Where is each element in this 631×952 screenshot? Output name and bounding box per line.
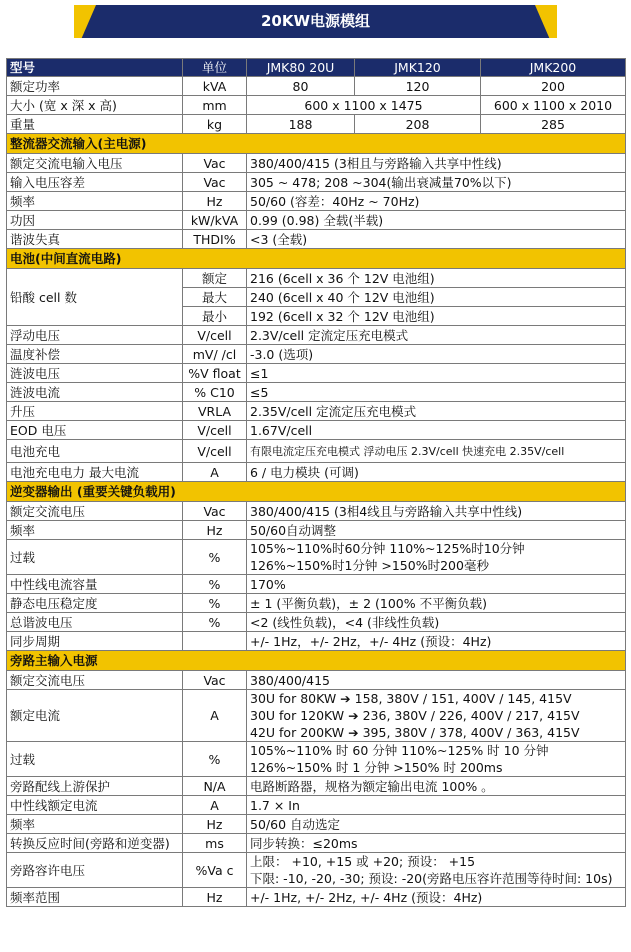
section-header-bypass <box>7 651 626 671</box>
row-label: 电池充电电力 最大电流 <box>7 463 183 482</box>
row-unit: Hz <box>183 815 247 834</box>
row-label: 重量 <box>7 115 183 134</box>
row-unit: %V float <box>183 364 247 383</box>
table-row <box>7 421 626 440</box>
row-unit: mV/ /cl <box>183 345 247 364</box>
row-unit: Vac <box>183 173 247 192</box>
row-unit: %Va c <box>183 853 247 888</box>
row-value: ≤5 <box>247 383 626 402</box>
row-label: 总谐波电压 <box>7 613 183 632</box>
section-title: 整流器交流输入(主电源) <box>7 134 626 154</box>
row-value: 有限电流定压充电模式 浮动电压 2.3V/cell 快速充电 2.35V/cell <box>247 440 626 463</box>
row-label: 涟波电流 <box>7 383 183 402</box>
section-title: 旁路主输入电源 <box>7 651 626 671</box>
row-value: 电路断路器，规格为额定输出电流 100% 。 <box>247 777 626 796</box>
value-line: 126%~150% 时 1 分钟 >150% 时 200ms <box>250 760 503 775</box>
row-value: +/- 1Hz, +/- 2Hz, +/- 4Hz (预设：4Hz) <box>247 888 626 907</box>
row-unit: N/A <box>183 777 247 796</box>
value-line: 30U for 80KW ➔ 158, 380V / 151, 400V / 145, 415V <box>250 691 572 706</box>
row-sublabel: 最小 <box>183 307 247 326</box>
header-unit: 单位 <box>183 59 247 77</box>
row-label: 频率范围 <box>7 888 183 907</box>
row-value <box>247 540 626 575</box>
value-line: 105%~110% 时 60 分钟 110%~125% 时 10 分钟 <box>250 743 549 758</box>
row-unit: A <box>183 463 247 482</box>
row-value <box>247 690 626 742</box>
row-unit: % C10 <box>183 383 247 402</box>
table-row <box>7 575 626 594</box>
row-label: 额定交流电输入电压 <box>7 154 183 173</box>
table-row <box>7 613 626 632</box>
row-unit: Hz <box>183 888 247 907</box>
row-value: 380/400/415 (3相4线且与旁路输入共享中性线) <box>247 502 626 521</box>
value-line: 上限： +10, +15 或 +20; 预设： +15 <box>250 854 476 869</box>
row-label: 过载 <box>7 742 183 777</box>
table-row <box>7 77 626 96</box>
table-row <box>7 96 626 115</box>
row-value: 50/60自动调整 <box>247 521 626 540</box>
row-value: 170% <box>247 575 626 594</box>
row-value: 50/60 自动选定 <box>247 815 626 834</box>
table-row <box>7 463 626 482</box>
cell-value: 208 <box>355 115 481 134</box>
table-row <box>7 671 626 690</box>
table-row <box>7 154 626 173</box>
table-row <box>7 326 626 345</box>
row-label: 涟波电压 <box>7 364 183 383</box>
page-title: 20KW电源模组 <box>260 12 371 30</box>
row-unit: kW/kVA <box>183 211 247 230</box>
row-value: 6 / 电力模块 (可调) <box>247 463 626 482</box>
table-row <box>7 777 626 796</box>
row-value: -3.0 (选项) <box>247 345 626 364</box>
value-line: 下限: -10, -20, -30; 预设: -20(旁路电压容许范围等待时间: 10s) <box>250 871 613 886</box>
row-label: 中性线电流容量 <box>7 575 183 594</box>
row-label: 额定交流电压 <box>7 671 183 690</box>
table-row <box>7 632 626 651</box>
table-row <box>7 230 626 249</box>
cell-value: 200 <box>481 77 626 96</box>
table-row <box>7 521 626 540</box>
row-unit: Vac <box>183 502 247 521</box>
table-row <box>7 115 626 134</box>
table-row <box>7 192 626 211</box>
row-label: 大小 (宽 x 深 x 高) <box>7 96 183 115</box>
row-value: 240 (6cell x 40 个 12V 电池组) <box>247 288 626 307</box>
table-row <box>7 690 626 742</box>
row-value: 同步转换：≤20ms <box>247 834 626 853</box>
row-value: ± 1 (平衡负载)，± 2 (100% 不平衡负载) <box>247 594 626 613</box>
row-label: 输入电压容差 <box>7 173 183 192</box>
value-line: 126%~150%时1分钟 >150%时200毫秒 <box>250 558 489 573</box>
cell-value: 120 <box>355 77 481 96</box>
header-jmk120: JMK120 <box>355 59 481 77</box>
table-row <box>7 345 626 364</box>
row-unit: Vac <box>183 154 247 173</box>
row-unit: kVA <box>183 77 247 96</box>
row-label: 频率 <box>7 815 183 834</box>
header-jmk80: JMK80 20U <box>247 59 355 77</box>
row-label: 铅酸 cell 数 <box>7 269 183 326</box>
table-row <box>7 796 626 815</box>
row-label: 中性线额定电流 <box>7 796 183 815</box>
row-unit: % <box>183 540 247 575</box>
row-value: 380/400/415 (3相且与旁路输入共享中性线) <box>247 154 626 173</box>
value-line: 42U for 200KW ➔ 395, 380V / 378, 400V / 363, 415V <box>250 725 580 740</box>
table-row <box>7 211 626 230</box>
table-row <box>7 540 626 575</box>
section-title: 电池(中间直流电路) <box>7 249 626 269</box>
section-header-battery <box>7 249 626 269</box>
row-label: 额定交流电压 <box>7 502 183 521</box>
section-title: 逆变器输出 (重要关键负载用) <box>7 482 626 502</box>
row-value: 1.7 × In <box>247 796 626 815</box>
table-row <box>7 269 626 288</box>
row-label: 转换反应时间(旁路和逆变器) <box>7 834 183 853</box>
row-value: 0.99 (0.98) 全载(半载) <box>247 211 626 230</box>
value-line: 30U for 120KW ➔ 236, 380V / 226, 400V / 217, 415V <box>250 708 580 723</box>
table-row <box>7 853 626 888</box>
row-label: 浮动电压 <box>7 326 183 345</box>
row-unit: A <box>183 690 247 742</box>
cell-value: 600 x 1100 x 1475 <box>247 96 481 115</box>
row-unit: V/cell <box>183 440 247 463</box>
table-row <box>7 594 626 613</box>
table-row <box>7 742 626 777</box>
title-bar <box>0 5 631 38</box>
row-value: ≤1 <box>247 364 626 383</box>
cell-value: 600 x 1100 x 2010 <box>481 96 626 115</box>
table-row <box>7 834 626 853</box>
table-row <box>7 888 626 907</box>
table-row <box>7 440 626 463</box>
row-value: 50/60 (容差：40Hz ~ 70Hz) <box>247 192 626 211</box>
row-unit: % <box>183 613 247 632</box>
row-label: 旁路配线上游保护 <box>7 777 183 796</box>
row-value: <3 (全载) <box>247 230 626 249</box>
row-value <box>247 742 626 777</box>
row-unit: A <box>183 796 247 815</box>
cell-value: 188 <box>247 115 355 134</box>
row-label: 功因 <box>7 211 183 230</box>
row-value <box>247 853 626 888</box>
row-unit: V/cell <box>183 326 247 345</box>
row-sublabel: 额定 <box>183 269 247 288</box>
row-unit: Hz <box>183 521 247 540</box>
section-header-rectifier <box>7 134 626 154</box>
header-jmk200: JMK200 <box>481 59 626 77</box>
table-row <box>7 173 626 192</box>
row-unit: VRLA <box>183 402 247 421</box>
row-unit: % <box>183 575 247 594</box>
row-label: 同步周期 <box>7 632 183 651</box>
header-row <box>7 59 626 77</box>
table-row <box>7 364 626 383</box>
row-label: 旁路容许电压 <box>7 853 183 888</box>
row-sublabel: 最大 <box>183 288 247 307</box>
row-value: 216 (6cell x 36 个 12V 电池组) <box>247 269 626 288</box>
row-value: <2 (线性负载)，<4 (非线性负载) <box>247 613 626 632</box>
table-row <box>7 383 626 402</box>
cell-value: 80 <box>247 77 355 96</box>
row-unit: V/cell <box>183 421 247 440</box>
row-label: 频率 <box>7 192 183 211</box>
cell-value: 285 <box>481 115 626 134</box>
table-row <box>7 402 626 421</box>
row-value: 2.3V/cell 定流定压充电模式 <box>247 326 626 345</box>
section-header-inverter <box>7 482 626 502</box>
value-line: 105%~110%时60分钟 110%~125%时10分钟 <box>250 541 525 556</box>
header-model: 型号 <box>7 59 183 77</box>
row-value: 305 ~ 478; 208 ~304(输出衰减量70%以下) <box>247 173 626 192</box>
row-value: 2.35V/cell 定流定压充电模式 <box>247 402 626 421</box>
row-label: 升压 <box>7 402 183 421</box>
row-label: 频率 <box>7 521 183 540</box>
row-label: 谐波失真 <box>7 230 183 249</box>
row-value: +/- 1Hz，+/- 2Hz，+/- 4Hz (预设：4Hz) <box>247 632 626 651</box>
table-row <box>7 502 626 521</box>
row-unit <box>183 632 247 651</box>
row-unit: % <box>183 742 247 777</box>
row-value: 192 (6cell x 32 个 12V 电池组) <box>247 307 626 326</box>
row-unit: kg <box>183 115 247 134</box>
row-label: 额定电流 <box>7 690 183 742</box>
row-unit: Vac <box>183 671 247 690</box>
row-unit: mm <box>183 96 247 115</box>
table-row <box>7 815 626 834</box>
row-label: 过载 <box>7 540 183 575</box>
row-label: 电池充电 <box>7 440 183 463</box>
row-unit: Hz <box>183 192 247 211</box>
row-value: 380/400/415 <box>247 671 626 690</box>
row-unit: % <box>183 594 247 613</box>
row-label: EOD 电压 <box>7 421 183 440</box>
row-unit: ms <box>183 834 247 853</box>
row-unit: THDI% <box>183 230 247 249</box>
row-value: 1.67V/cell <box>247 421 626 440</box>
row-label: 额定功率 <box>7 77 183 96</box>
row-label: 静态电压稳定度 <box>7 594 183 613</box>
row-label: 温度补偿 <box>7 345 183 364</box>
spec-table <box>6 58 626 907</box>
